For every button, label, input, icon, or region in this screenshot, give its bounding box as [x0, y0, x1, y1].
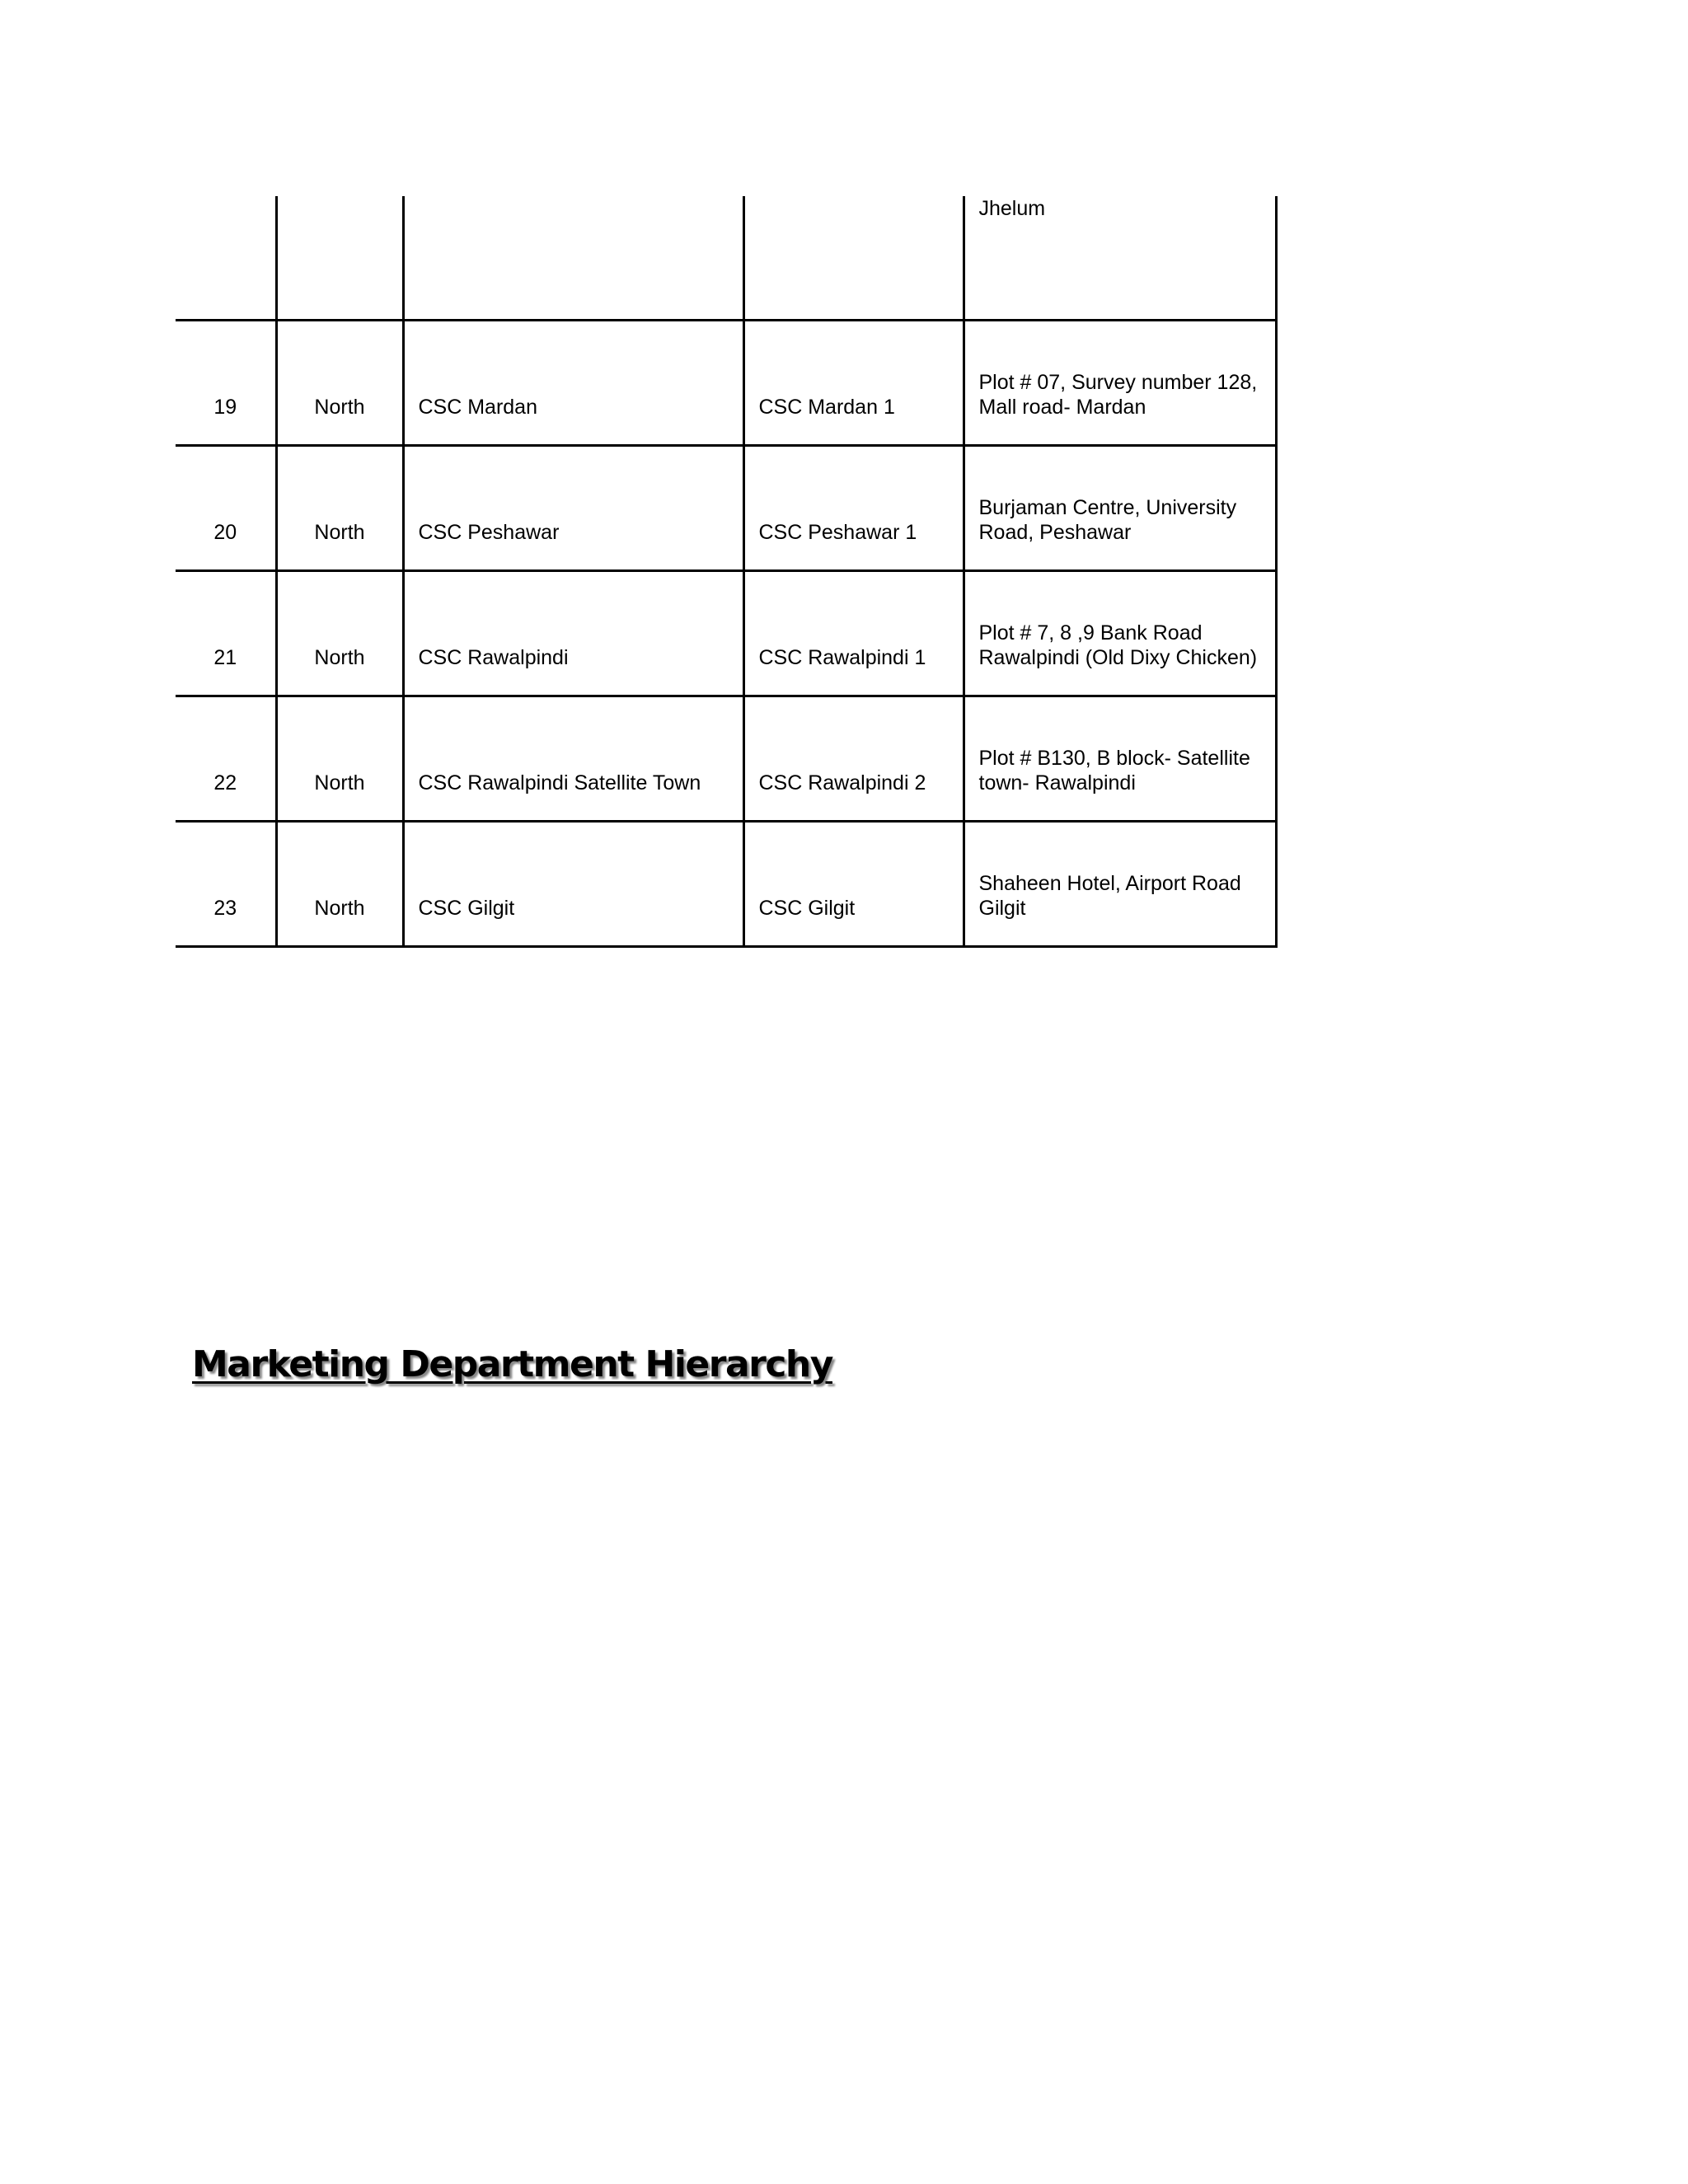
table-row — [176, 696, 1276, 821]
cell-no: 21 — [176, 570, 276, 696]
cell-no — [176, 196, 276, 320]
table-row — [176, 320, 1276, 445]
cell-address: Plot # 7, 8 ,9 Bank Road Rawalpindi (Old Dixy Chicken) — [964, 570, 1276, 696]
cell-region: North — [276, 696, 403, 821]
cell-address: Plot # 07, Survey number 128, Mall road- Mardan — [964, 320, 1276, 445]
cell-region: North — [276, 821, 403, 946]
cell-centre: CSC Peshawar — [403, 445, 743, 570]
table-row — [176, 445, 1276, 570]
cell-centre: CSC Mardan — [403, 320, 743, 445]
cell-no: 23 — [176, 821, 276, 946]
cell-code: CSC Mardan 1 — [743, 320, 964, 445]
cell-code: CSC Rawalpindi 1 — [743, 570, 964, 696]
cell-code: CSC Gilgit — [743, 821, 964, 946]
csc-locations-table — [176, 196, 1278, 948]
cell-no: 22 — [176, 696, 276, 821]
cell-region — [276, 196, 403, 320]
cell-address: Burjaman Centre, University Road, Peshawar — [964, 445, 1276, 570]
cell-address: Jhelum — [964, 196, 1276, 320]
cell-address: Plot # B130, B block- Satellite town- Rawalpindi — [964, 696, 1276, 821]
cell-centre — [403, 196, 743, 320]
cell-region: North — [276, 445, 403, 570]
cell-region: North — [276, 570, 403, 696]
cell-centre: CSC Rawalpindi — [403, 570, 743, 696]
cell-no: 20 — [176, 445, 276, 570]
cell-code: CSC Peshawar 1 — [743, 445, 964, 570]
table-row-continued — [176, 196, 1276, 320]
cell-address: Shaheen Hotel, Airport Road Gilgit — [964, 821, 1276, 946]
table-row — [176, 821, 1276, 946]
table-row — [176, 570, 1276, 696]
cell-no: 19 — [176, 320, 276, 445]
cell-centre: CSC Gilgit — [403, 821, 743, 946]
cell-region: North — [276, 320, 403, 445]
cell-code — [743, 196, 964, 320]
section-heading: Marketing Department Hierarchy — [192, 1343, 832, 1385]
cell-code: CSC Rawalpindi 2 — [743, 696, 964, 821]
cell-centre: CSC Rawalpindi Satellite Town — [403, 696, 743, 821]
